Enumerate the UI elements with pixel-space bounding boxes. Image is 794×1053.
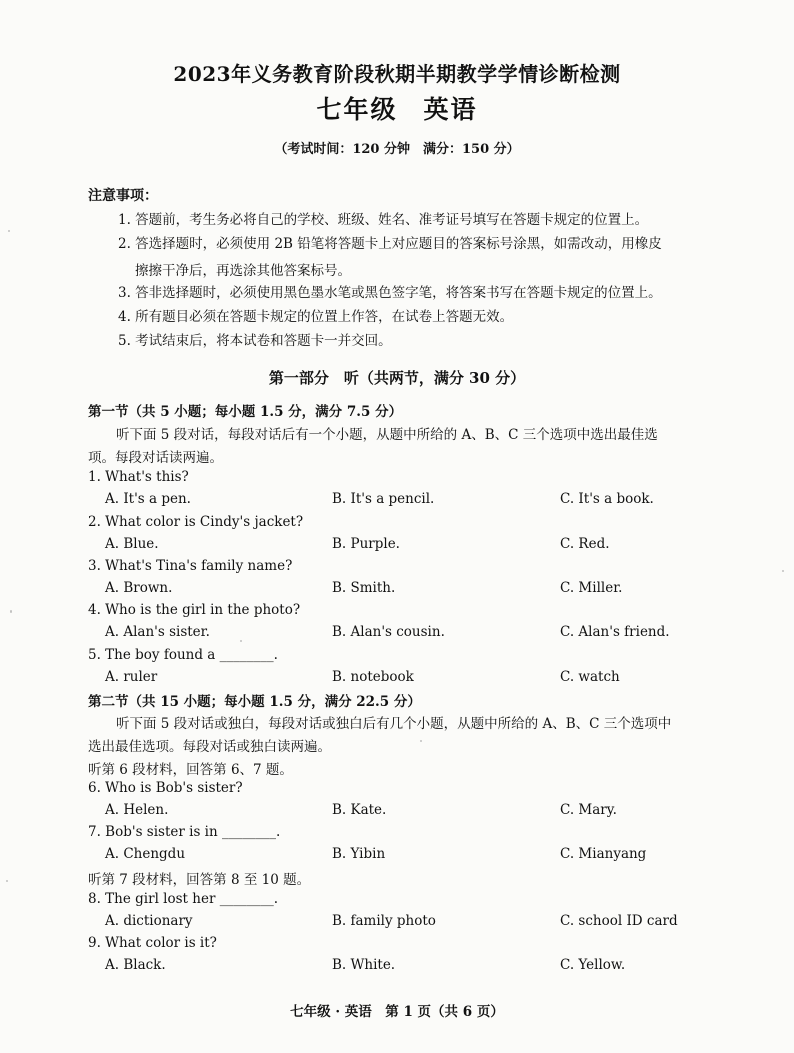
option-b: B. White.	[332, 957, 396, 973]
option-c: C. Miller.	[560, 580, 623, 596]
option-a: A. Brown.	[105, 580, 173, 596]
grade-label: 七年级	[316, 95, 398, 124]
question: 7. Bob's sister is in ________.	[88, 824, 281, 840]
option-b: B. Smith.	[332, 580, 396, 596]
subject-label: 英语	[423, 95, 478, 124]
option-b: B. notebook	[332, 669, 414, 685]
question: 3. What's Tina's family name?	[88, 558, 293, 574]
scan-speck	[8, 230, 10, 232]
option-b: B. Yibin	[332, 846, 386, 862]
question: 8. The girl lost her ________.	[88, 891, 278, 907]
section-title: 第二节（共 15 小题；每小题 1.5 分，满分 22.5 分）	[88, 694, 421, 710]
section-instruction: 项。每段对话读两遍。	[88, 450, 223, 466]
question: 5. The boy found a ________.	[88, 647, 278, 663]
exam-title: 2023年义务教育阶段秋期半期教学学情诊断检测	[173, 62, 621, 86]
section-instruction: 听下面 5 段对话，每段对话后有一个小题，从题中所给的 A、B、C 三个选项中选出最佳选	[116, 427, 658, 443]
option-a: A. dictionary	[105, 913, 193, 929]
section-title: 第一节（共 5 小题；每小题 1.5 分，满分 7.5 分）	[88, 404, 403, 420]
page-footer: 七年级 · 英语 第 1 页（共 6 页）	[290, 1004, 504, 1020]
option-a: A. ruler	[105, 669, 158, 685]
section-instruction: 听下面 5 段对话或独白，每段对话或独白后有几个小题，从题中所给的 A、B、C 三个选项中	[116, 716, 672, 732]
exam-info: （考试时间：120 分钟 满分：150 分）	[274, 142, 520, 157]
question: 4. Who is the girl in the photo?	[88, 602, 301, 618]
option-c: C. Mary.	[560, 802, 617, 818]
notes-heading: 注意事项：	[88, 188, 158, 204]
option-b: B. It's a pencil.	[332, 491, 435, 507]
option-a: A. Helen.	[105, 802, 169, 818]
note-item-continuation: 擦擦干净后，再选涂其他答案标号。	[135, 263, 351, 279]
note-item: 4. 所有题目必须在答题卡规定的位置上作答，在试卷上答题无效。	[118, 309, 514, 325]
scan-speck	[782, 570, 784, 572]
option-a: A. Blue.	[105, 536, 159, 552]
option-c: C. watch	[560, 669, 620, 685]
option-a: A. Black.	[105, 957, 166, 973]
material-instruction: 听第 7 段材料，回答第 8 至 10 题。	[88, 872, 311, 888]
option-a: A. Alan's sister.	[105, 624, 210, 640]
material-instruction: 听第 6 段材料，回答第 6、7 题。	[88, 762, 293, 778]
option-b: B. Alan's cousin.	[332, 624, 445, 640]
option-c: C. Mianyang	[560, 846, 647, 862]
question: 9. What color is it?	[88, 935, 217, 951]
question: 2. What color is Cindy's jacket?	[88, 514, 304, 530]
note-item: 2. 答选择题时，必须使用 2B 铅笔将答题卡上对应题目的答案标号涂黑，如需改动，用橡皮	[118, 236, 662, 252]
scan-speck	[6, 880, 8, 882]
option-b: B. family photo	[332, 913, 436, 929]
option-b: B. Purple.	[332, 536, 400, 552]
section-instruction: 选出最佳选项。每段对话或独白读两遍。	[88, 739, 331, 755]
grade-subject	[0, 90, 794, 126]
option-a: A. Chengdu	[105, 846, 186, 862]
note-item: 5. 考试结束后，将本试卷和答题卡一并交回。	[118, 333, 392, 349]
part-title: 第一部分 听（共两节，满分 30 分）	[268, 369, 526, 387]
option-a: A. It's a pen.	[105, 491, 191, 507]
scan-speck	[420, 740, 422, 742]
scan-speck	[10, 610, 12, 613]
option-c: C. school ID card	[560, 913, 678, 929]
option-b: B. Kate.	[332, 802, 387, 818]
question: 1. What's this?	[88, 469, 189, 485]
option-c: C. Yellow.	[560, 957, 626, 973]
note-item: 1. 答题前，考生务必将自己的学校、班级、姓名、准考证号填写在答题卡规定的位置上。	[118, 212, 649, 228]
option-c: C. Red.	[560, 536, 610, 552]
option-c: C. It's a book.	[560, 491, 654, 507]
scan-speck	[240, 640, 242, 642]
option-c: C. Alan's friend.	[560, 624, 670, 640]
question: 6. Who is Bob's sister?	[88, 780, 243, 796]
note-item: 3. 答非选择题时，必须使用黑色墨水笔或黑色签字笔，将答案书写在答题卡规定的位置上。	[118, 285, 662, 301]
